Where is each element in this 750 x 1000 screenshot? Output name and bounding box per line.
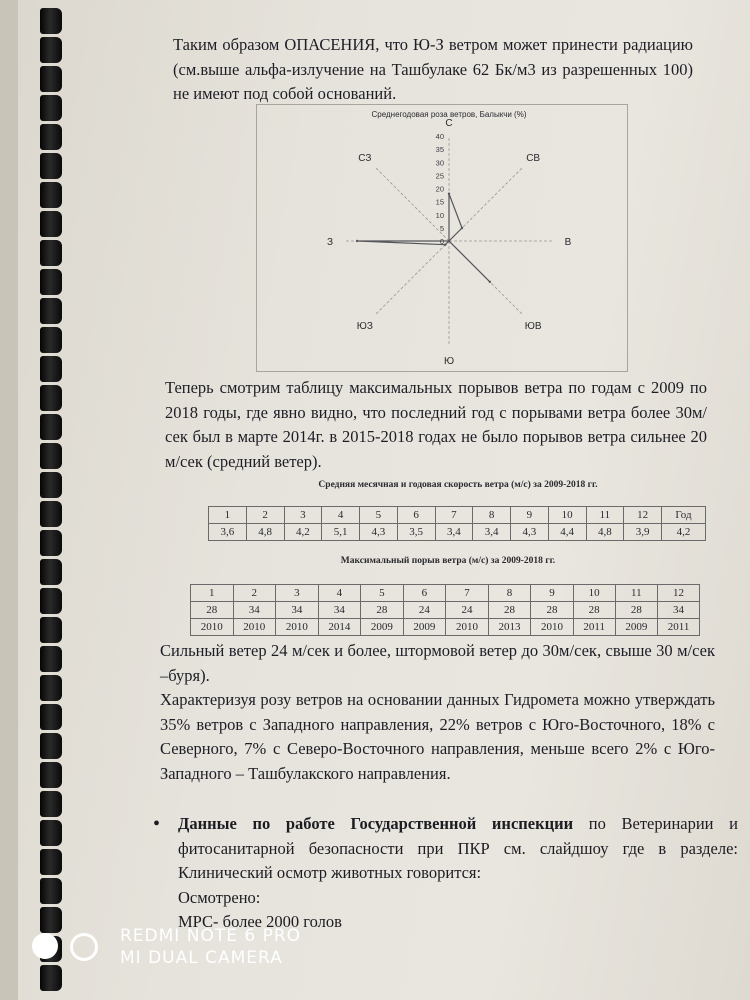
table-1-header-cell: 11 <box>586 507 624 524</box>
table-1-header-cell: 12 <box>624 507 662 524</box>
rose-direction-label: ЮЗ <box>356 321 373 333</box>
rose-tick-label: 30 <box>435 158 444 168</box>
table-2-value-cell: 34 <box>233 602 276 619</box>
logo-circle-outline <box>70 933 98 961</box>
table-1-header-cell: 3 <box>284 507 322 524</box>
table-1-header-cell: 9 <box>511 507 549 524</box>
table-2-header-cell: 9 <box>531 585 574 602</box>
rose-direction-label: СЗ <box>358 152 372 164</box>
paragraph-3-text: Сильный ветер 24 м/сек и более, штормовой ветер до 30м/сек, свыше 30 м/сек –буря). <box>160 641 715 685</box>
table-2-value-cell: 34 <box>276 602 319 619</box>
table-2-value-cell: 28 <box>361 602 404 619</box>
table-2-value-cell: 28 <box>615 602 658 619</box>
table-1-value-cell: 4,4 <box>548 524 586 541</box>
paragraph-gusts <box>165 376 707 474</box>
table-2-years-row <box>191 619 700 636</box>
table-2-header-cell: 8 <box>488 585 531 602</box>
table-2-year-cell: 2010 <box>276 619 319 636</box>
table-1-value-cell: 4,2 <box>662 524 706 541</box>
table-2-value-cell: 28 <box>191 602 234 619</box>
binding-ring <box>40 443 62 469</box>
table-2-header-cell: 7 <box>446 585 489 602</box>
table-1-header-cell: 10 <box>548 507 586 524</box>
binding-ring <box>40 704 62 730</box>
watermark-line-1: REDMI NOTE 6 PRO <box>120 926 302 946</box>
rose-direction-label: Ю <box>443 356 455 367</box>
table-1-header-cell: 8 <box>473 507 511 524</box>
table-2-header-cell: 5 <box>361 585 404 602</box>
table-1-header-cell: Год <box>662 507 706 524</box>
binding-ring <box>40 327 62 353</box>
rose-tick-label: 35 <box>435 145 444 155</box>
paragraph-opaseniya <box>173 33 693 107</box>
binding-ring <box>40 153 62 179</box>
rose-tick-label: 25 <box>435 171 444 181</box>
binding-ring <box>40 356 62 382</box>
binding-ring <box>40 385 62 411</box>
table-2-values-row <box>191 602 700 619</box>
table-2-year-cell: 2010 <box>191 619 234 636</box>
rose-tick-label: 0 <box>439 237 444 246</box>
binding-ring <box>40 646 62 672</box>
rose-tick-label: 20 <box>435 184 444 194</box>
wind-rose-svg <box>257 105 627 371</box>
binding-ring <box>40 559 62 585</box>
table-1-value-cell: 5,1 <box>322 524 360 541</box>
binding-ring <box>40 124 62 150</box>
rose-data-point <box>356 240 358 242</box>
table-2-value-cell: 34 <box>318 602 361 619</box>
rose-data-point <box>489 281 491 283</box>
binding-ring <box>40 675 62 701</box>
rose-direction-label: ЮВ <box>524 321 542 333</box>
table-2-year-cell: 2010 <box>446 619 489 636</box>
table-2-value-cell: 24 <box>446 602 489 619</box>
table-2-header-cell: 2 <box>233 585 276 602</box>
bullet-bold-text: Данные по работе Государственной инспекции <box>178 814 574 833</box>
binding-ring <box>40 820 62 846</box>
table-2-year-cell: 2010 <box>531 619 574 636</box>
binding-ring <box>40 472 62 498</box>
table-1-header-cell: 6 <box>397 507 435 524</box>
document-page <box>18 0 750 1000</box>
rose-data-point <box>448 193 450 195</box>
photo-watermark <box>120 926 301 968</box>
table-1-header-row <box>209 507 706 524</box>
table-2-year-cell: 2010 <box>233 619 276 636</box>
binding-ring <box>40 211 62 237</box>
table-2-header-cell: 10 <box>573 585 615 602</box>
binding-ring <box>40 907 62 933</box>
binding-ring <box>40 269 62 295</box>
bullet-line-examined: Осмотрено: <box>178 887 261 907</box>
table-2-year-cell: 2014 <box>318 619 361 636</box>
table-2-header-cell: 4 <box>318 585 361 602</box>
bullet-dot: • <box>153 813 161 835</box>
paragraph-4-text: Характеризуя розу ветров на основании данных Гидромета можно утверждать 35% ветров с Западного направления, 22% ветров с Юго-Восточного, 18% с Северного, 7% с Северо-Восточного направления, меньше всего 2% с Юго-Западного – Ташбулакского направления. <box>160 690 715 783</box>
logo-circle-filled <box>32 933 58 959</box>
rose-data-polygon <box>357 194 490 282</box>
table-1-values-row <box>209 524 706 541</box>
rose-tick-label: 15 <box>435 197 444 207</box>
bullet-body <box>178 812 738 886</box>
table-1-header-cell: 7 <box>435 507 473 524</box>
rose-direction-label: СВ <box>526 152 541 164</box>
table-1-value-cell: 3,9 <box>624 524 662 541</box>
paragraph-1-text: Таким образом ОПАСЕНИЯ, что Ю-З ветром может принести радиацию (см.выше альфа-излучение на Ташбулаке 62 Бк/м3 из разрешенных 100) не имеют под собой оснований. <box>173 35 693 103</box>
table-2-title: Максимальный порыв ветра (м/с) за 2009-2018 гг. <box>340 556 556 566</box>
table-2-year-cell: 2011 <box>573 619 615 636</box>
rose-direction-label: З <box>326 237 334 248</box>
rose-direction-label: С <box>445 118 453 129</box>
table-2-header-cell: 6 <box>403 585 446 602</box>
table-1-header-cell: 5 <box>360 507 398 524</box>
binding-ring <box>40 878 62 904</box>
table-2-value-cell: 28 <box>531 602 574 619</box>
binding-ring <box>40 588 62 614</box>
binding-ring <box>40 617 62 643</box>
paragraph-2-text: Теперь смотрим таблицу максимальных порывов ветра по годам с 2009 по 2018 годы, где явно видно, что последний год с порывами ветра более 30м/сек был в марте 2014г. в 2015-2018 годах не было порывов ветра сильнее 20 м/сек (средний ветер). <box>165 378 707 471</box>
table-1-value-cell: 4,3 <box>511 524 549 541</box>
table-1-header-cell: 2 <box>246 507 284 524</box>
rose-data-point <box>448 240 450 242</box>
table-1-value-cell: 4,2 <box>284 524 322 541</box>
bullet-line-mrs: МРС- более 2000 голов <box>178 912 342 931</box>
rose-spoke <box>375 241 449 315</box>
binding-ring <box>40 95 62 121</box>
table-2-header-row <box>191 585 700 602</box>
paragraph-wind-rose-summary <box>160 688 715 786</box>
binding-ring <box>40 965 62 991</box>
table-2-value-cell: 28 <box>573 602 615 619</box>
binding-ring <box>40 414 62 440</box>
table-2-header-cell: 1 <box>191 585 234 602</box>
max-gust-table <box>190 584 700 636</box>
binding-ring <box>40 762 62 788</box>
table-1-value-cell: 3,4 <box>435 524 473 541</box>
watermark-line-2: MI DUAL CAMERA <box>120 948 283 968</box>
binding-ring <box>40 849 62 875</box>
table-2-header-cell: 3 <box>276 585 319 602</box>
table-1-value-cell: 4,8 <box>246 524 284 541</box>
bullet-inspection <box>153 812 738 935</box>
table-2-year-cell: 2009 <box>615 619 658 636</box>
rose-tick-label: 10 <box>435 210 444 220</box>
table-1-value-cell: 3,5 <box>397 524 435 541</box>
table-2-year-cell: 2009 <box>361 619 404 636</box>
binding-ring <box>40 298 62 324</box>
table-2-value-cell: 34 <box>658 602 700 619</box>
table-2-header-cell: 11 <box>615 585 658 602</box>
table-2-value-cell: 28 <box>488 602 531 619</box>
binding-ring <box>40 182 62 208</box>
binding-ring <box>40 501 62 527</box>
mean-wind-speed-table <box>208 506 706 541</box>
table-2-header-cell: 12 <box>658 585 700 602</box>
table-1-header-cell: 1 <box>209 507 247 524</box>
table-1-header-cell: 4 <box>322 507 360 524</box>
table-2-year-cell: 2013 <box>488 619 531 636</box>
binding-ring <box>40 733 62 759</box>
wind-rose-chart <box>256 104 628 372</box>
table-1-title: Средняя месячная и годовая скорость ветра (м/с) за 2009-2018 гг. <box>318 480 598 490</box>
table-2-year-cell: 2011 <box>658 619 700 636</box>
binding-ring <box>40 530 62 556</box>
bullet-rest-text: по Ветеринарии и фитосанитарной безопасности при ПКР см. слайдшоу где в разделе: Клинический осмотр животных говорится: <box>178 814 738 882</box>
rose-tick-label: 40 <box>435 132 444 141</box>
binding-ring <box>40 791 62 817</box>
binding-ring <box>40 8 62 34</box>
rose-direction-label: В <box>564 237 572 248</box>
binding-ring <box>40 240 62 266</box>
table-2-value-cell: 24 <box>403 602 446 619</box>
spiral-binding <box>18 0 78 1000</box>
chart-title: Среднегодовая роза ветров, Балыкчи (%) <box>371 110 527 119</box>
binding-ring <box>40 66 62 92</box>
paragraph-strong-wind <box>160 639 715 688</box>
table-1-value-cell: 4,8 <box>586 524 624 541</box>
rose-data-point <box>461 227 463 229</box>
table-1-value-cell: 3,4 <box>473 524 511 541</box>
rose-tick-label: 5 <box>439 223 444 233</box>
binding-ring <box>40 37 62 63</box>
table-1-value-cell: 3,6 <box>209 524 247 541</box>
table-2-year-cell: 2009 <box>403 619 446 636</box>
rose-data-point <box>444 244 446 246</box>
table-1-value-cell: 4,3 <box>360 524 398 541</box>
